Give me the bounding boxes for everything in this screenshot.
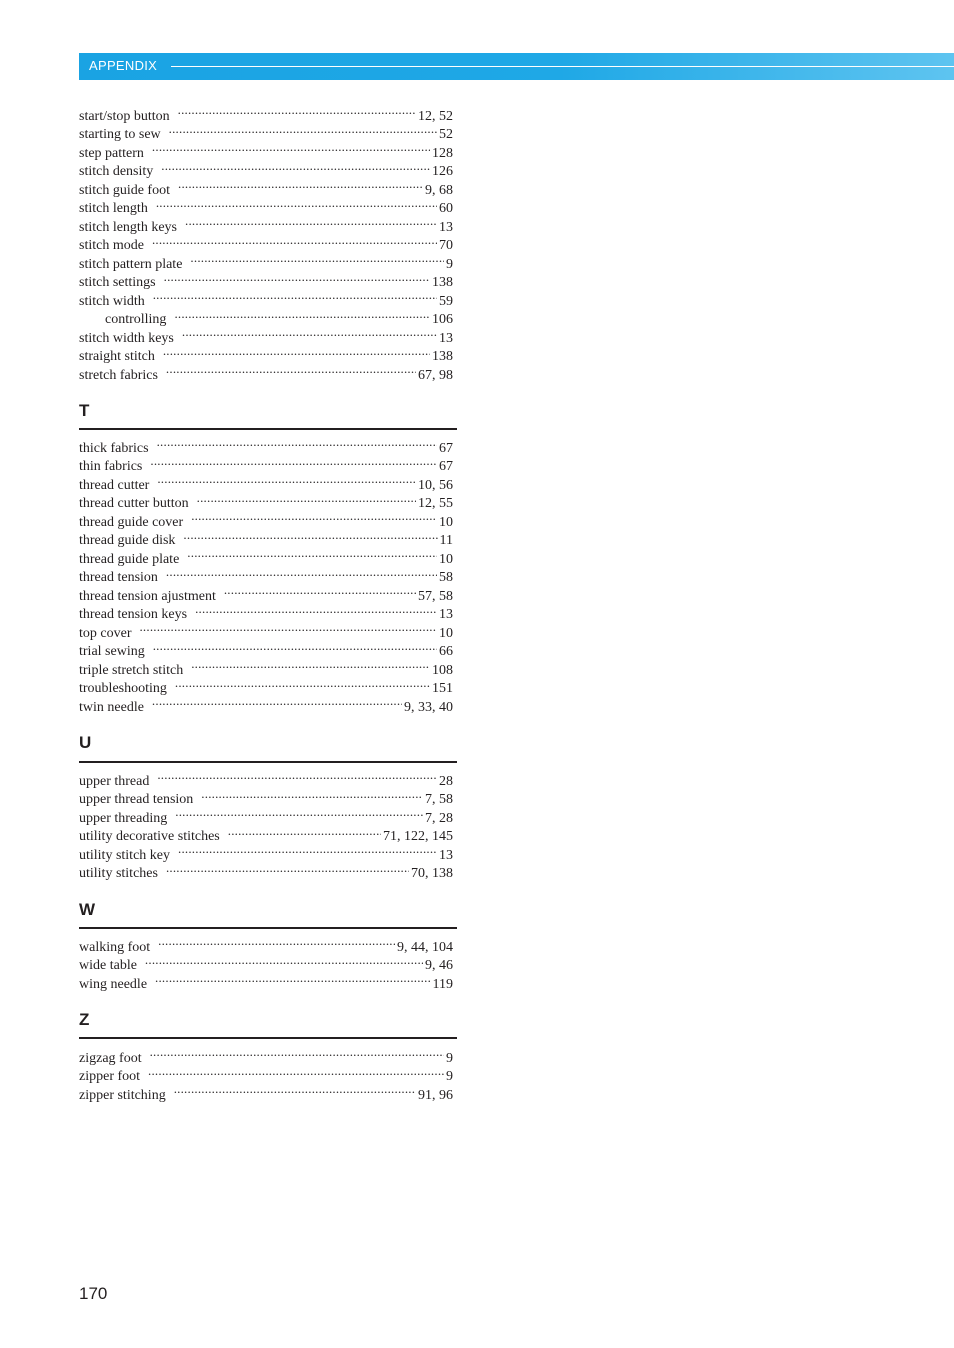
index-term: stitch mode [79, 238, 144, 253]
dot-leader [178, 840, 437, 859]
dot-leader [169, 120, 437, 139]
index-section-w [79, 932, 453, 992]
index-pages: 67 [437, 458, 453, 477]
dot-leader [187, 544, 437, 563]
index-pages: 106 [430, 311, 453, 330]
header-rule [171, 66, 954, 67]
index-term: wide table [79, 958, 137, 973]
section-rule [79, 1037, 457, 1039]
dot-leader [150, 1043, 444, 1062]
index-term: upper threading [79, 810, 168, 826]
dot-leader [185, 212, 437, 231]
dot-leader [148, 1062, 444, 1081]
index-entry [79, 433, 453, 456]
header-bar [79, 53, 954, 80]
index-term: thread cutter [79, 477, 150, 493]
index-pages: 108 [430, 662, 453, 681]
index-pages: 9, 44, 104 [395, 939, 453, 958]
dot-leader [157, 433, 437, 452]
index-term: thin fabrics [79, 459, 143, 474]
index-term: straight stitch [79, 349, 155, 364]
section-rule [79, 761, 457, 763]
index-term: stitch guide foot [79, 182, 170, 198]
index-pages: 7, 28 [423, 810, 453, 829]
index-list [79, 932, 453, 992]
page-number: 170 [79, 1284, 108, 1303]
dot-leader [197, 489, 416, 508]
dot-leader [175, 803, 423, 822]
dot-leader [152, 138, 430, 157]
index-pages: 9 [444, 256, 453, 275]
index-pages: 66 [437, 643, 453, 662]
dot-leader [178, 175, 423, 194]
index-term: upper thread tension [79, 792, 194, 807]
index-pages: 91, 96 [416, 1087, 453, 1106]
index-term: stitch width [79, 293, 145, 309]
index-pages: 57, 58 [416, 588, 453, 607]
index-section-u [79, 766, 453, 881]
header-label: APPENDIX [89, 58, 158, 73]
index-pages: 9, 46 [423, 957, 453, 976]
index-term: thread tension keys [79, 607, 188, 622]
index-pages: 70 [437, 237, 453, 256]
dot-leader [157, 766, 437, 785]
index-term: step pattern [79, 145, 144, 161]
index-term: troubleshooting [79, 681, 167, 696]
dot-leader [153, 286, 437, 305]
index-pages: 52 [437, 126, 453, 145]
index-pages: 138 [430, 274, 453, 293]
index-pages: 12, 55 [416, 495, 453, 514]
index-pages: 70, 138 [409, 865, 453, 884]
dot-leader [157, 470, 416, 489]
index-pages: 119 [431, 976, 453, 995]
index-pages: 9, 33, 40 [402, 699, 453, 718]
index-pages: 13 [437, 606, 453, 625]
index-term: utility stitch key [79, 847, 170, 863]
index-pages: 71, 122, 145 [381, 828, 453, 847]
index-pages: 13 [437, 219, 453, 238]
index-term: stitch width keys [79, 330, 174, 346]
index-term: stitch settings [79, 275, 156, 290]
dot-leader [156, 194, 437, 213]
dot-leader [164, 268, 430, 287]
index-list [79, 766, 453, 881]
index-list [79, 101, 453, 383]
dot-leader [163, 342, 430, 361]
dot-leader [174, 1080, 416, 1099]
dot-leader [152, 231, 437, 250]
index-term: zipper stitching [79, 1087, 166, 1103]
section-letter-t: T [79, 401, 90, 420]
dot-leader [158, 932, 395, 951]
index-term: thread guide plate [79, 551, 180, 567]
dot-leader [166, 563, 437, 582]
index-term: zigzag foot [79, 1050, 142, 1066]
dot-leader [139, 618, 437, 637]
index-term: twin needle [79, 699, 144, 715]
index-term: thread tension [79, 570, 158, 585]
index-pages: 128 [430, 145, 453, 164]
dot-leader [191, 507, 437, 526]
index-pages: 151 [430, 680, 453, 699]
index-term: utility decorative stitches [79, 829, 220, 844]
index-section-s [79, 101, 453, 383]
dot-leader [228, 822, 381, 841]
index-term: stitch length [79, 201, 148, 216]
dot-leader [161, 157, 430, 176]
dot-leader [174, 305, 430, 324]
index-term: thread guide disk [79, 533, 176, 548]
dot-leader [190, 249, 444, 268]
index-list [79, 1043, 453, 1103]
index-entry [79, 932, 453, 955]
index-term: starting to sew [79, 127, 161, 142]
index-term: triple stretch stitch [79, 662, 184, 678]
index-pages: 58 [437, 569, 453, 588]
index-term: walking foot [79, 939, 151, 955]
index-pages: 9, 68 [423, 182, 453, 201]
dot-leader [183, 526, 437, 545]
index-pages: 10 [437, 514, 453, 533]
index-term: upper thread [79, 773, 150, 789]
dot-leader [175, 674, 430, 693]
index-section-z [79, 1043, 453, 1103]
index-pages: 12, 52 [416, 108, 453, 127]
dot-leader [145, 951, 423, 970]
index-term: thread cutter button [79, 496, 189, 511]
index-pages: 67, 98 [416, 367, 453, 386]
index-pages: 59 [437, 293, 453, 312]
dot-leader [153, 637, 437, 656]
section-letter-u: U [79, 733, 92, 752]
index-pages: 138 [430, 348, 453, 367]
index-pages: 67 [437, 440, 453, 459]
dot-leader [155, 969, 430, 988]
dot-leader [152, 692, 402, 711]
dot-leader [201, 785, 423, 804]
index-list [79, 433, 453, 715]
index-entry [79, 766, 453, 789]
index-term: start/stop button [79, 108, 170, 124]
index-pages: 10 [437, 551, 453, 570]
index-pages: 9 [444, 1068, 453, 1087]
index-pages: 10 [437, 625, 453, 644]
index-pages: 126 [430, 163, 453, 182]
index-term: utility stitches [79, 866, 158, 881]
index-pages: 7, 58 [423, 791, 453, 810]
index-term: top cover [79, 625, 132, 641]
index-term: thread guide cover [79, 514, 184, 530]
index-term: controlling [105, 312, 167, 327]
dot-leader [224, 581, 416, 600]
dot-leader [195, 600, 437, 619]
section-letter-z: Z [79, 1010, 90, 1029]
index-term: stitch length keys [79, 219, 177, 235]
index-pages: 11 [438, 532, 453, 551]
dot-leader [191, 655, 430, 674]
index-pages: 13 [437, 330, 453, 349]
index-term: trial sewing [79, 644, 145, 659]
dot-leader [182, 323, 437, 342]
index-term: wing needle [79, 976, 148, 992]
index-section-t [79, 433, 453, 715]
index-entry [79, 1043, 453, 1066]
index-term: thread tension ajustment [79, 588, 216, 604]
dot-leader [150, 452, 437, 471]
index-pages: 60 [437, 200, 453, 219]
index-term: thick fabrics [79, 440, 149, 456]
index-term: stitch density [79, 164, 154, 179]
index-term: stretch fabrics [79, 367, 158, 383]
index-entry [79, 101, 453, 124]
index-pages: 9 [444, 1050, 453, 1069]
index-pages: 13 [437, 847, 453, 866]
section-letter-w: W [79, 900, 96, 919]
dot-leader [166, 859, 409, 878]
dot-leader [166, 360, 416, 379]
section-rule [79, 927, 457, 929]
index-pages: 10, 56 [416, 477, 453, 496]
index-term: zipper foot [79, 1069, 141, 1084]
section-rule [79, 428, 457, 430]
index-pages: 28 [437, 773, 453, 792]
index-term: stitch pattern plate [79, 256, 183, 272]
dot-leader [178, 101, 416, 120]
